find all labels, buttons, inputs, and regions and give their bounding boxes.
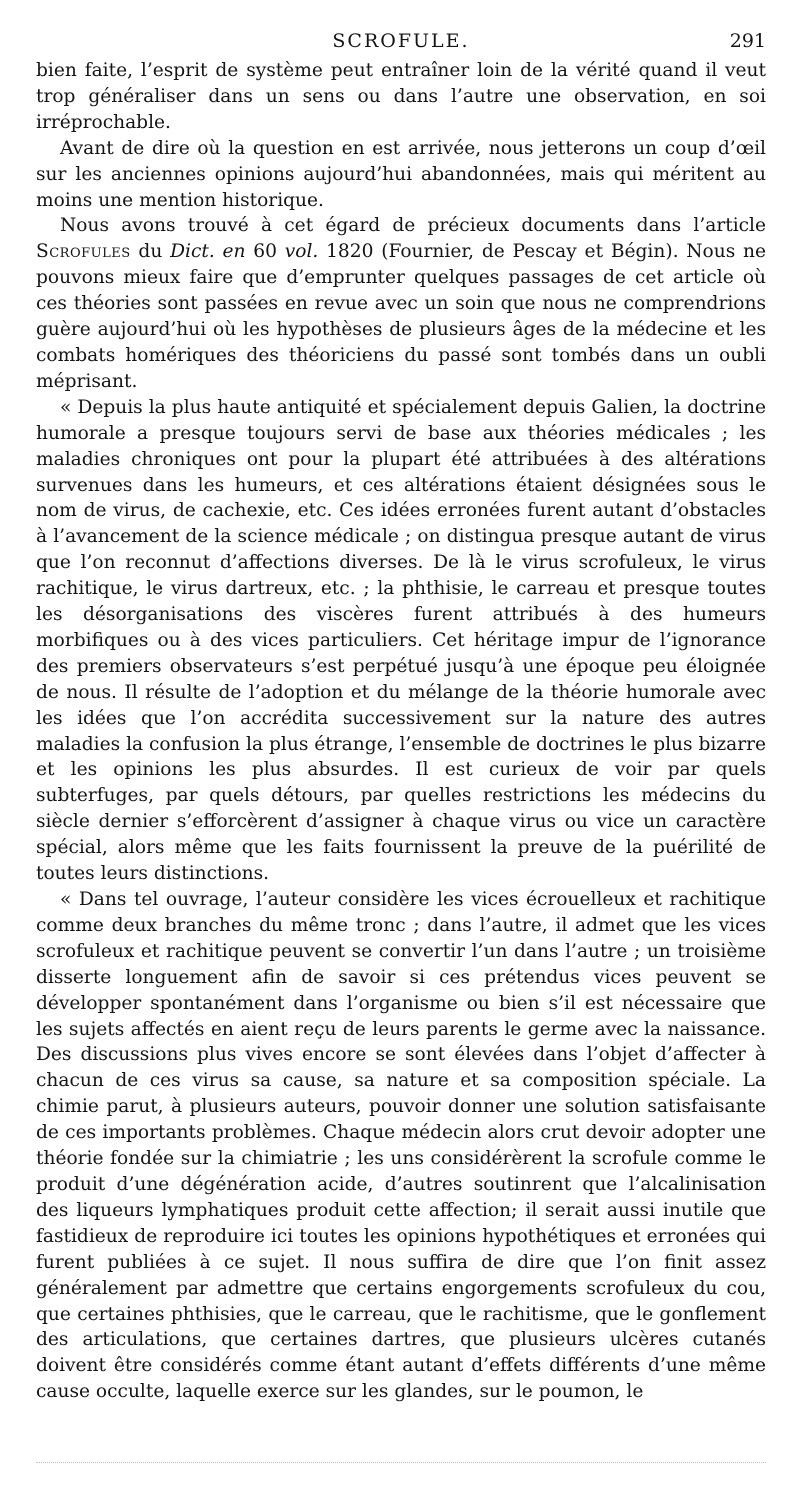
paragraph-1: bien faite, l’esprit de système peut entraîner loin de la vérité quand il veut trop généraliser dans un sens ou dans l’autre une observation, en soi irréprochable.: [36, 60, 766, 133]
paragraph-3-lead: Nous avons trouvé à cet égard de précieux documents dans l’article: [60, 215, 766, 237]
paragraph-4: « Depuis la plus haute antiquité et spécialement depuis Galien, la doctrine humorale a presque toujours servi de base aux théories médicales ; les maladies chroniques ont pour la plupart été attribuées à des altérations survenues dans les humeurs, et ces altérations étaient désignées sous le nom de virus, de cachexie, etc. Ces idées erronées furent autant d’obstacles à l’avancement de la science médicale ; on distingua presque autant de virus que l’on reconnut d’affections diverses. De là le virus scrofuleux, le virus rachitique, le virus dartreux, etc. ; la phthisie, le carreau et presque toutes les désorganisations des viscères furent attribués à des humeurs morbifiques ou à des vices particuliers. Cet héritage impur de l’ignorance des premiers observateurs s’est perpétué jusqu’à une époque peu éloignée de nous. Il résulte de l’adoption et du mélange de la théorie humorale avec les idées que l’on accrédita successivement sur la nature des autres maladies la confusion la plus étrange, l’ensemble de doctrines le plus bizarre et les opinions les plus absurdes. Il est curieux de voir par quels subterfuges, par quels détours, par quelles restrictions les médecins du siècle dernier s’efforcèrent d’assigner à chaque virus ou vice un caractère spécial, alors même que les faits fournissent la preuve de la puérilité de toutes leurs distinctions.: [36, 396, 766, 885]
paragraph-3-rest: 1820 (Fournier, de Pescay et Bégin). Nous ne pouvons mieux faire que d’emprunter quelques passages de cet article où ces théories sont passées en revue avec un soin que nous ne comprendrions guère aujourd’hui où les hypothèses de plusieurs âges de la médecine et les combats homériques des théoriciens du passé sont tombés dans un oubli méprisant.: [36, 241, 767, 392]
page-bottom-marks: [36, 1462, 766, 1467]
page-number: 291: [729, 30, 766, 52]
paragraph-2: Avant de dire où la question en est arrivée, nous jetterons un coup d’œil sur les anciennes opinions aujourd’hui abandonnées, mais qui méritent au moins une mention historique.: [36, 137, 766, 211]
running-title: SCROFULE.: [332, 30, 470, 52]
paragraph-5: « Dans tel ouvrage, l’auteur considère les vices écrouelleux et rachitique comme deux branches du même tronc ; dans l’autre, il admet que les vices scrofuleux et rachitique peuvent se convertir l’un dans l’autre ; un troisième disserte longuement afin de savoir si ces prétendus vices peuvent se développer spontanément dans l’organisme ou bien s’il est nécessaire que les sujets affectés en aient reçu de leurs parents le germe avec la naissance. Des discussions plus vives encore se sont élevées dans l’objet d’affecter à chacun de ces virus sa cause, sa nature et sa composition spéciale. La chimie parut, à plusieurs auteurs, pouvoir donner une solution satisfaisante de ces importants problèmes. Chaque médecin alors crut devoir adopter une théorie fondée sur la chimiatrie ; les uns considérèrent la scrofule comme le produit d’une dégénération acide, d’autres soutinrent que l’alcalinisation des liqueurs lymphatiques produit cette affection; il serait aussi inutile que fastidieux de reproduire ici toutes les opinions hypothétiques et erronées qui furent publiées à ce sujet. Il nous suffira de dire que l’on finit assez généralement par admettre que certains engorgements scrofuleux du cou, que certaines phthisies, que le carreau, que le rachitisme, que le gonflement des articulations, que certaines dartres, que plusieurs ulcères cutanés doivent être considérés comme étant autant d’effets différents d’une même cause occulte, laquelle exerce sur les glandes, sur le poumon, le: [36, 889, 766, 1403]
article-title: Scrofules: [36, 241, 131, 263]
volume-count: 60: [245, 241, 285, 263]
volume-abbreviation: vol.: [284, 241, 319, 263]
page-header: [36, 30, 766, 56]
dictionary-reference: Dict. en: [170, 241, 246, 263]
body-text: [36, 58, 766, 1405]
paragraph-3-du: du: [130, 241, 171, 263]
paragraph-3: [36, 213, 766, 394]
